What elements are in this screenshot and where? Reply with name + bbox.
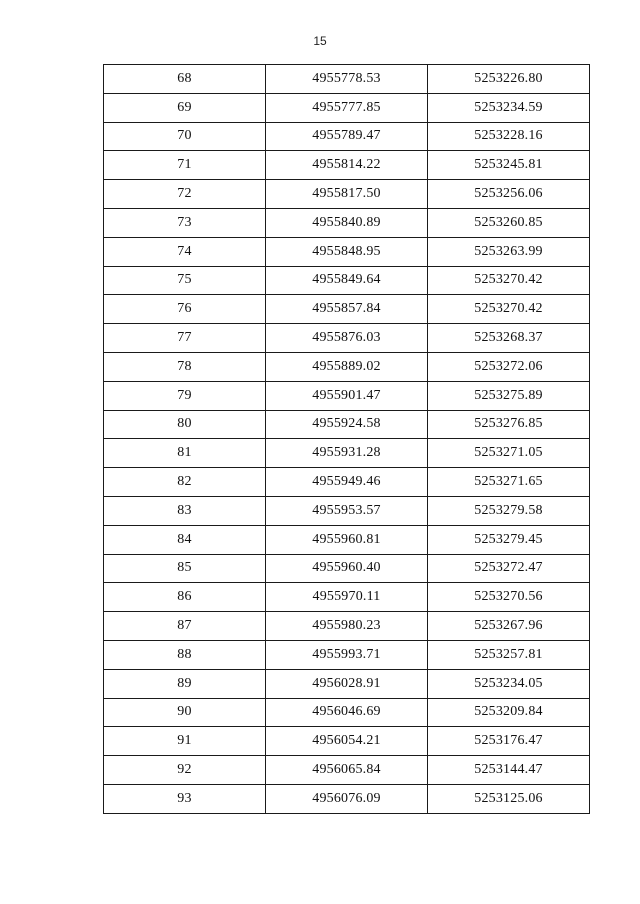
y-coordinate-cell: 5253267.96 [428, 612, 590, 641]
point-number-cell: 73 [104, 208, 266, 237]
point-number-cell: 89 [104, 669, 266, 698]
table-row [104, 180, 590, 209]
y-coordinate-cell: 5253256.06 [428, 180, 590, 209]
table-row [104, 151, 590, 180]
table-row [104, 525, 590, 554]
point-number-cell: 85 [104, 554, 266, 583]
point-number-cell: 92 [104, 756, 266, 785]
table-row [104, 122, 590, 151]
x-coordinate-cell: 4955960.81 [266, 525, 428, 554]
y-coordinate-cell: 5253144.47 [428, 756, 590, 785]
table-row [104, 208, 590, 237]
x-coordinate-cell: 4955980.23 [266, 612, 428, 641]
x-coordinate-cell: 4955817.50 [266, 180, 428, 209]
coordinates-table-body [104, 65, 590, 814]
x-coordinate-cell: 4955889.02 [266, 352, 428, 381]
y-coordinate-cell: 5253270.56 [428, 583, 590, 612]
point-number-cell: 83 [104, 496, 266, 525]
y-coordinate-cell: 5253228.16 [428, 122, 590, 151]
y-coordinate-cell: 5253209.84 [428, 698, 590, 727]
point-number-cell: 87 [104, 612, 266, 641]
table-row [104, 640, 590, 669]
point-number-cell: 75 [104, 266, 266, 295]
y-coordinate-cell: 5253272.47 [428, 554, 590, 583]
x-coordinate-cell: 4955993.71 [266, 640, 428, 669]
table-row [104, 352, 590, 381]
y-coordinate-cell: 5253245.81 [428, 151, 590, 180]
table-row [104, 93, 590, 122]
x-coordinate-cell: 4956028.91 [266, 669, 428, 698]
x-coordinate-cell: 4955777.85 [266, 93, 428, 122]
table-row [104, 237, 590, 266]
y-coordinate-cell: 5253276.85 [428, 410, 590, 439]
table-row [104, 439, 590, 468]
table-row [104, 496, 590, 525]
x-coordinate-cell: 4955814.22 [266, 151, 428, 180]
table-row [104, 612, 590, 641]
point-number-cell: 74 [104, 237, 266, 266]
y-coordinate-cell: 5253176.47 [428, 727, 590, 756]
y-coordinate-cell: 5253272.06 [428, 352, 590, 381]
table-row [104, 266, 590, 295]
x-coordinate-cell: 4956076.09 [266, 784, 428, 813]
x-coordinate-cell: 4955778.53 [266, 65, 428, 94]
y-coordinate-cell: 5253125.06 [428, 784, 590, 813]
point-number-cell: 70 [104, 122, 266, 151]
y-coordinate-cell: 5253263.99 [428, 237, 590, 266]
y-coordinate-cell: 5253260.85 [428, 208, 590, 237]
y-coordinate-cell: 5253279.58 [428, 496, 590, 525]
point-number-cell: 88 [104, 640, 266, 669]
x-coordinate-cell: 4956054.21 [266, 727, 428, 756]
y-coordinate-cell: 5253279.45 [428, 525, 590, 554]
x-coordinate-cell: 4955960.40 [266, 554, 428, 583]
page-number: 15 [313, 34, 327, 48]
y-coordinate-cell: 5253234.59 [428, 93, 590, 122]
y-coordinate-cell: 5253271.65 [428, 468, 590, 497]
point-number-cell: 68 [104, 65, 266, 94]
y-coordinate-cell: 5253257.81 [428, 640, 590, 669]
x-coordinate-cell: 4955840.89 [266, 208, 428, 237]
point-number-cell: 91 [104, 727, 266, 756]
point-number-cell: 77 [104, 324, 266, 353]
point-number-cell: 81 [104, 439, 266, 468]
table-row [104, 554, 590, 583]
y-coordinate-cell: 5253268.37 [428, 324, 590, 353]
point-number-cell: 80 [104, 410, 266, 439]
x-coordinate-cell: 4956065.84 [266, 756, 428, 785]
coordinates-table [103, 64, 590, 814]
table-row [104, 410, 590, 439]
point-number-cell: 84 [104, 525, 266, 554]
table-row [104, 324, 590, 353]
x-coordinate-cell: 4955931.28 [266, 439, 428, 468]
point-number-cell: 82 [104, 468, 266, 497]
y-coordinate-cell: 5253270.42 [428, 266, 590, 295]
x-coordinate-cell: 4955857.84 [266, 295, 428, 324]
y-coordinate-cell: 5253270.42 [428, 295, 590, 324]
x-coordinate-cell: 4956046.69 [266, 698, 428, 727]
x-coordinate-cell: 4955949.46 [266, 468, 428, 497]
point-number-cell: 79 [104, 381, 266, 410]
point-number-cell: 69 [104, 93, 266, 122]
point-number-cell: 78 [104, 352, 266, 381]
x-coordinate-cell: 4955876.03 [266, 324, 428, 353]
table-row [104, 468, 590, 497]
table-row [104, 784, 590, 813]
table-row [104, 295, 590, 324]
point-number-cell: 93 [104, 784, 266, 813]
table-row [104, 583, 590, 612]
table-row [104, 698, 590, 727]
table-row [104, 669, 590, 698]
point-number-cell: 72 [104, 180, 266, 209]
x-coordinate-cell: 4955970.11 [266, 583, 428, 612]
x-coordinate-cell: 4955848.95 [266, 237, 428, 266]
x-coordinate-cell: 4955849.64 [266, 266, 428, 295]
point-number-cell: 86 [104, 583, 266, 612]
table-row [104, 381, 590, 410]
x-coordinate-cell: 4955924.58 [266, 410, 428, 439]
point-number-cell: 71 [104, 151, 266, 180]
y-coordinate-cell: 5253226.80 [428, 65, 590, 94]
table-row [104, 727, 590, 756]
x-coordinate-cell: 4955953.57 [266, 496, 428, 525]
y-coordinate-cell: 5253271.05 [428, 439, 590, 468]
table-row [104, 65, 590, 94]
point-number-cell: 90 [104, 698, 266, 727]
point-number-cell: 76 [104, 295, 266, 324]
y-coordinate-cell: 5253275.89 [428, 381, 590, 410]
x-coordinate-cell: 4955789.47 [266, 122, 428, 151]
table-row [104, 756, 590, 785]
y-coordinate-cell: 5253234.05 [428, 669, 590, 698]
x-coordinate-cell: 4955901.47 [266, 381, 428, 410]
